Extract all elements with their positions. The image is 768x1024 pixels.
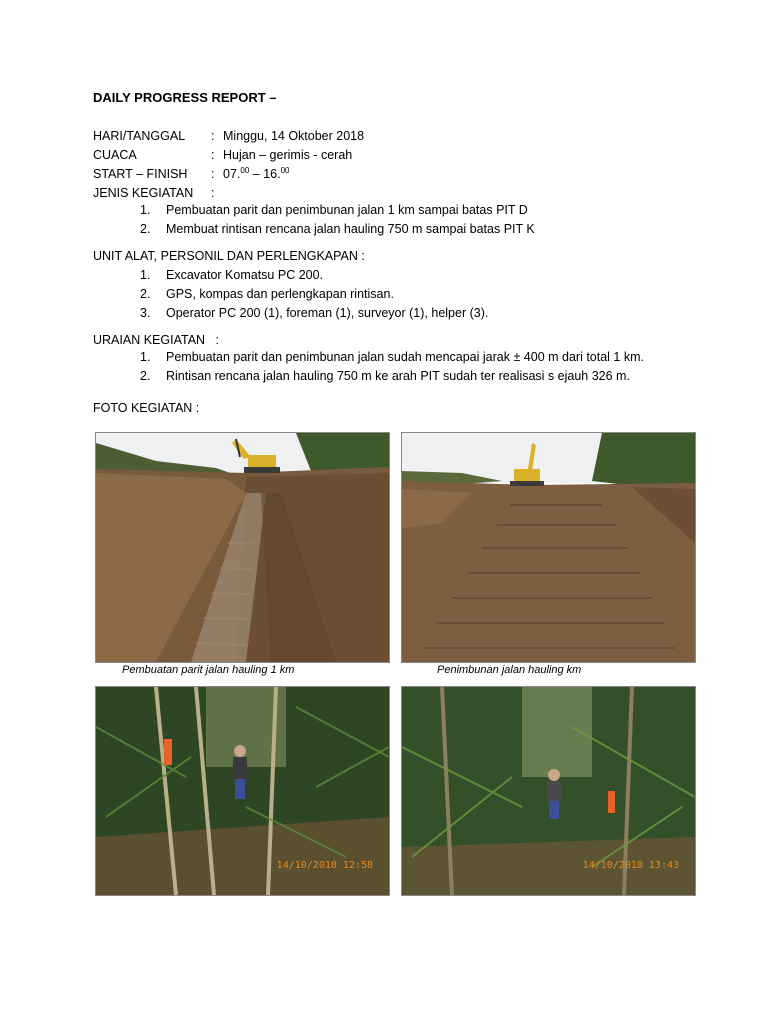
start-time: 07.: [223, 167, 241, 181]
list-text: Operator PC 200 (1), foreman (1), surveyor (1), helper (3).: [166, 306, 489, 320]
finish-time-sup: 00: [280, 166, 290, 175]
list-number: 3.: [140, 306, 151, 320]
list-text: Rintisan rencana jalan hauling 750 m ke arah PIT sudah ter realisasi s ejauh 326 m.: [166, 369, 630, 383]
list-text: Pembuatan parit dan penimbunan jalan 1 km sampai batas PIT D: [166, 203, 528, 217]
photo-caption: Pembuatan parit jalan hauling 1 km: [122, 664, 295, 676]
foto-heading: FOTO KEGIATAN :: [93, 401, 200, 415]
photo-road-trench: [95, 432, 390, 663]
start-time-sup: 00: [240, 166, 250, 175]
activity-item: [140, 222, 535, 236]
unit-item: [140, 306, 488, 320]
photo-road-fill-image: [402, 433, 695, 662]
info-label: JENIS KEGIATAN: [93, 186, 194, 200]
list-number: 2.: [140, 287, 151, 301]
list-text: Excavator Komatsu PC 200.: [166, 268, 324, 282]
list-text: GPS, kompas dan perlengkapan rintisan.: [166, 287, 394, 301]
list-number: 1.: [140, 350, 151, 364]
colon: :: [211, 129, 215, 143]
photo-forest-survey-2: [401, 686, 696, 896]
colon: :: [211, 186, 215, 200]
list-number: 1.: [140, 203, 151, 217]
uraian-item: [140, 350, 644, 364]
photo-road-trench-image: [96, 433, 389, 662]
photo-forest-survey-1: [95, 686, 390, 896]
photo-road-fill: [401, 432, 696, 663]
uraian-item: [140, 369, 630, 383]
unit-heading: UNIT ALAT, PERSONIL DAN PERLENGKAPAN :: [93, 249, 365, 263]
photo-caption: Penimbunan jalan hauling km: [437, 664, 582, 676]
list-text: Membuat rintisan rencana jalan hauling 750 m sampai batas PIT K: [166, 222, 535, 236]
unit-item: [140, 268, 323, 282]
uraian-heading: URAIAN KEGIATAN :: [93, 333, 219, 347]
colon: :: [211, 148, 215, 162]
info-value: Minggu, 14 Oktober 2018: [223, 129, 365, 143]
info-label: CUACA: [93, 148, 137, 162]
info-label: START – FINISH: [93, 167, 188, 181]
activity-item: [140, 203, 528, 217]
photo-timestamp: 14/10/2018 13:43: [582, 860, 679, 871]
list-text: Pembuatan parit dan penimbunan jalan sudah mencapai jarak ± 400 m dari total 1 km.: [166, 350, 644, 364]
report-title: DAILY PROGRESS REPORT –: [93, 90, 277, 105]
unit-item: [140, 287, 394, 301]
info-value-time: [223, 165, 290, 183]
info-value: Hujan – gerimis - cerah: [223, 148, 353, 162]
time-separator: –: [249, 167, 264, 181]
finish-time: 16.: [263, 167, 281, 181]
list-number: 1.: [140, 268, 151, 282]
info-label: HARI/TANGGAL: [93, 129, 186, 143]
list-number: 2.: [140, 222, 151, 236]
list-number: 2.: [140, 369, 151, 383]
photo-timestamp: 14/10/2018 12:58: [276, 860, 373, 871]
colon: :: [211, 167, 215, 181]
